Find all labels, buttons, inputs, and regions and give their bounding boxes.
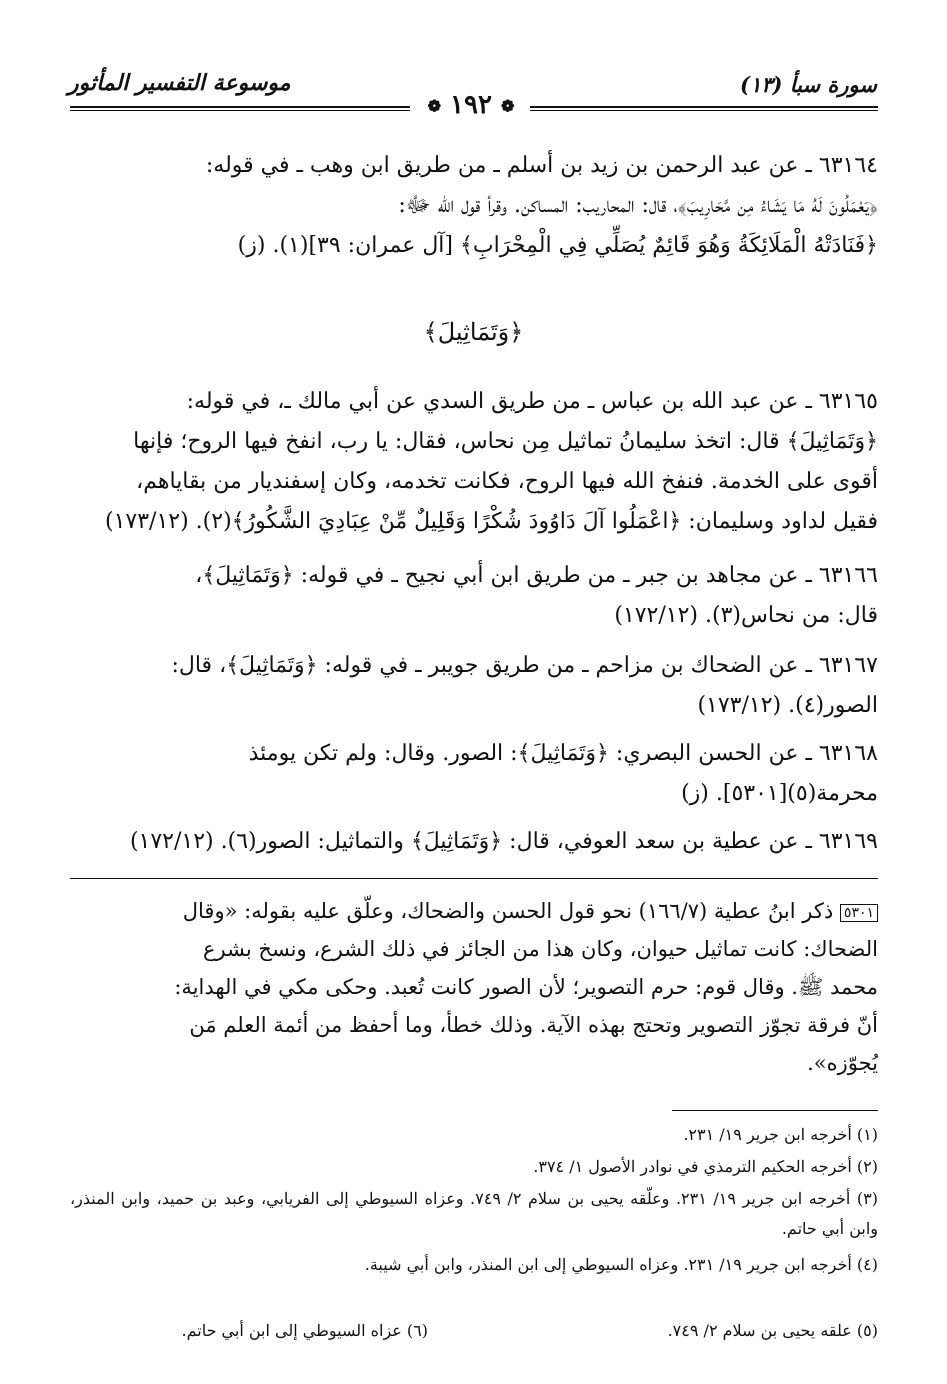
entry-line: ﴿يَعْمَلُونَ لَهُ مَا يَشَاءُ مِن مَّحَارِيبَ﴾، قال: المحاريب: المساكن. وقرأ قول الله ﷻ: — [398, 193, 878, 218]
entry-line: ﴿وَتَمَاثِيلَ﴾ قال: اتخذ سليمانُ تماثيل مِن نحاس، فقال: يا رب، انفخ فيها الروح؛ فإنها — [133, 429, 878, 454]
page-number: ١٩٢ — [450, 90, 492, 120]
commentary-line: ذكر ابنُ عطية (١٦٦/٧) نحو قول الحسن والضحاك، وعلّق عليه بقوله: «وقال — [182, 899, 834, 923]
header-rule-right-thin — [530, 110, 878, 111]
entry-line: فقيل لداود وسليمان: ﴿اعْمَلُوا آلَ دَاوُودَ شُكْرًا وَقَلِيلٌ مِّنْ عِبَادِيَ الشَّكُورُ﴾(٢). (١٧٣/١٢) — [105, 509, 878, 534]
book-title: موسوعة التفسير المأثور — [68, 70, 291, 96]
page-number-block — [412, 90, 530, 120]
entry-line: قال: من نحاس(٣). (١٧٢/١٢) — [614, 603, 878, 628]
entry-line: ٦٣١٦٨ ـ عن الحسن البصري: ﴿وَتَمَاثِيلَ﴾: الصور. وقال: ولم تكن يومئذ — [248, 741, 878, 766]
header-rule-left-thin — [70, 110, 410, 111]
ornament-icon: ❁ — [501, 96, 515, 116]
entry-line: ٦٣١٦٥ ـ عن عبد الله بن عباس ـ من طريق السدي عن أبي مالك ـ، في قوله: — [186, 389, 878, 414]
entry-line: ﴿فَنَادَتْهُ الْمَلَائِكَةُ وَهُوَ قَائِمٌ يُصَلِّي فِي الْمِحْرَابِ﴾ [آل عمران: ٣٩](١). (ز) — [237, 233, 878, 258]
entry-line: الصور(٤). (١٧٣/١٢) — [697, 693, 878, 718]
note-number-box: ٥٣٠١ — [840, 904, 878, 922]
entry-line: ٦٣١٦٦ ـ عن مجاهد بن جبر ـ من طريق ابن أبي نجيح ـ في قوله: ﴿وَتَمَاثِيلَ﴾، — [195, 563, 878, 588]
commentary-line-first — [70, 892, 878, 930]
footnote-4: (٤) أخرجه ابن جرير ١٩/ ٢٣١. وعزاه السيوطي إلى ابن المنذر، وابن أبي شيبة. — [364, 1255, 878, 1274]
commentary-line: الضحاك: كانت تماثيل حيوان، وكان هذا من الجائز في ذلك الشرع، ونسخ بشرع — [203, 937, 878, 961]
entry-63167 — [70, 646, 878, 726]
entry-line: ٦٣١٦٧ ـ عن الضحاك بن مزاحم ـ من طريق جويبر ـ في قوله: ﴿وَتَمَاثِيلَ﴾، قال: — [171, 653, 878, 678]
entry-63168 — [70, 734, 878, 814]
entry-line: محرمة(٥)[٥٣٠١]. (ز) — [681, 781, 878, 806]
entry-line: ٦٣١٦٩ ـ عن عطية بن سعد العوفي، قال: ﴿وَتَمَاثِيلَ﴾ والتماثيل: الصور(٦). (١٧٢/١٢) — [129, 829, 878, 854]
footnote-rule — [672, 1110, 878, 1111]
footnote-2: (٢) أخرجه الحكيم الترمذي في نوادر الأصول ١/ ٣٧٤. — [533, 1157, 878, 1176]
entry-line: أقوى على الخدمة. فنفخ الله فيها الروح، فكانت تخدمه، وكان إسفنديار من بقاياهم، — [136, 469, 878, 494]
entry-63165 — [70, 382, 878, 542]
entry-63164 — [70, 146, 878, 266]
commentary-line: يُجوّزه». — [807, 1051, 878, 1075]
header-rule-right — [530, 106, 878, 108]
surah-title: سورة سبأ (١٣) — [740, 72, 877, 97]
section-heading: ﴿وَتَمَاثِيلَ﴾ — [423, 318, 524, 346]
entry-63169 — [70, 822, 878, 862]
footnote-6: (٦) عزاه السيوطي إلى ابن أبي حاتم. — [181, 1321, 428, 1340]
ornament-icon: ❁ — [427, 96, 441, 116]
section-divider — [70, 878, 878, 879]
header-rule-left — [70, 106, 410, 108]
commentary-line: أنّ فرقة تجوّز التصوير وتحتج بهذه الآية. وذلك خطأ، وما أحفظ من أئمة العلم مَن — [189, 1013, 878, 1037]
footnote-1: (١) أخرجه ابن جرير ١٩/ ٢٣١. — [683, 1125, 878, 1144]
entry-line: ٦٣١٦٤ ـ عن عبد الرحمن بن زيد بن أسلم ـ من طريق ابن وهب ـ في قوله: — [205, 153, 878, 178]
commentary — [70, 892, 878, 1082]
footnote-5: (٥) علقه يحيى بن سلام ٢/ ٧٤٩. — [667, 1321, 878, 1340]
commentary-line: محمد ﷺ. وقال قوم: حرم التصوير؛ لأن الصور كانت تُعبد. وحكى مكي في الهداية: — [174, 975, 878, 999]
entry-63166 — [70, 556, 878, 636]
footnote-3: (٣) أخرجه ابن جرير ١٩/ ٢٣١. وعلّقه يحيى بن سلام ٢/ ٧٤٩. وعزاه السيوطي إلى الفريابي، وعبد بن حميد، وابن المنذر، وابن أبي حاتم. — [70, 1189, 878, 1238]
